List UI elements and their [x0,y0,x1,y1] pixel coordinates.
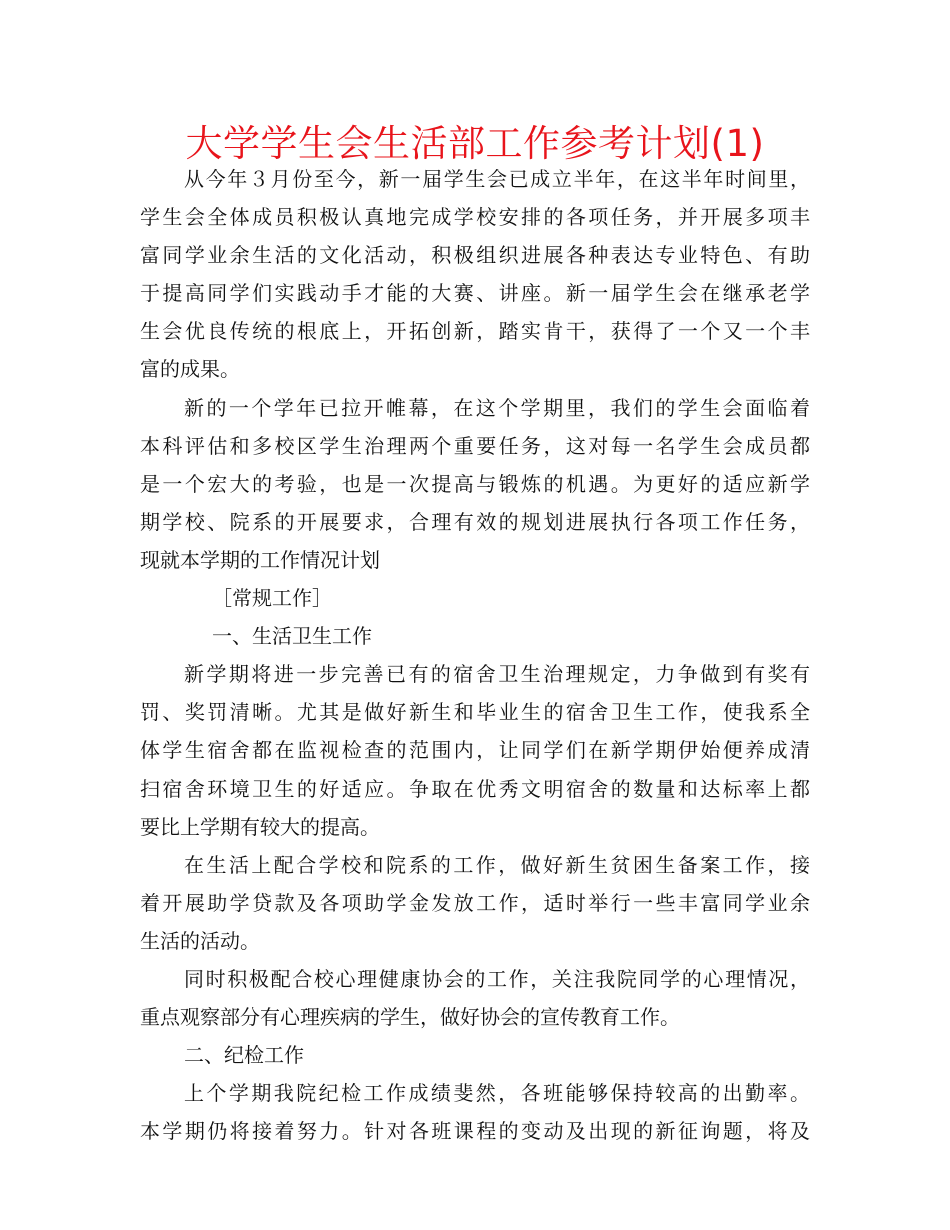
text-line: 罚、奖罚清晰。尤其是做好新生和毕业生的宿舍卫生工作，使我系全 [140,700,810,725]
text-line: 生活的活动。 [140,928,260,953]
text-line: 本科评估和多校区学生治理两个重要任务，这对每一名学生会成员都 [140,433,810,458]
text-line: 现就本学期的工作情况计划 [140,547,380,572]
text-line: 于提高同学们实践动手才能的大赛、讲座。新一届学生会在继承老学 [140,281,810,306]
text-line: 新学期将进一步完善已有的宿舍卫生治理规定，力争做到有奖有 [184,662,810,687]
text-line: 期学校、院系的开展要求，合理有效的规划进展执行各项工作任务， [140,509,810,534]
text-line: 一、生活卫生工作 [212,624,372,649]
text-line: 要比上学期有较大的提高。 [140,814,380,839]
text-line: 生会优良传统的根底上，开拓创新，踏实肯干，获得了一个又一个丰 [140,319,810,344]
text-line: 重点观察部分有心理疾病的学生，做好协会的宣传教育工作。 [140,1005,680,1030]
text-line: 着开展助学贷款及各项助学金发放工作，适时举行一些丰富同学业余 [140,890,810,915]
text-line: 是一个宏大的考验，也是一次提高与锻炼的机遇。为更好的适应新学 [140,471,810,496]
text-line: 上个学期我院纪检工作成绩斐然，各班能够保持较高的出勤率。 [184,1081,810,1106]
text-line: 富的成果。 [140,357,240,382]
text-line: 在生活上配合学校和院系的工作，做好新生贫困生备案工作，接 [184,852,810,877]
text-line: 体学生宿舍都在监视检查的范围内，让同学们在新学期伊始便养成清 [140,738,810,763]
text-line: 二、纪检工作 [184,1043,304,1068]
document-title: 大学学生会生活部工作参考计划(1) [185,122,765,165]
text-line: 富同学业余生活的文化活动，积极组织进展各种表达专业特色、有助 [140,243,810,268]
text-line: 本学期仍将接着努力。针对各班课程的变动及出现的新征询题，将及 [140,1119,810,1144]
text-line: ［常规工作］ [212,586,332,611]
text-line: 扫宿舍环境卫生的好适应。争取在优秀文明宿舍的数量和达标率上都 [140,776,810,801]
text-line: 新的一个学年已拉开帷幕，在这个学期里，我们的学生会面临着 [184,395,810,420]
text-line: 同时积极配合校心理健康协会的工作，关注我院同学的心理情况， [184,966,810,991]
document-body [140,160,810,1150]
text-line: 学生会全体成员积极认真地完成学校安排的各项任务，并开展多项丰 [140,205,810,230]
text-line: 从今年３月份至今，新一届学生会已成立半年，在这半年时间里， [184,167,810,191]
